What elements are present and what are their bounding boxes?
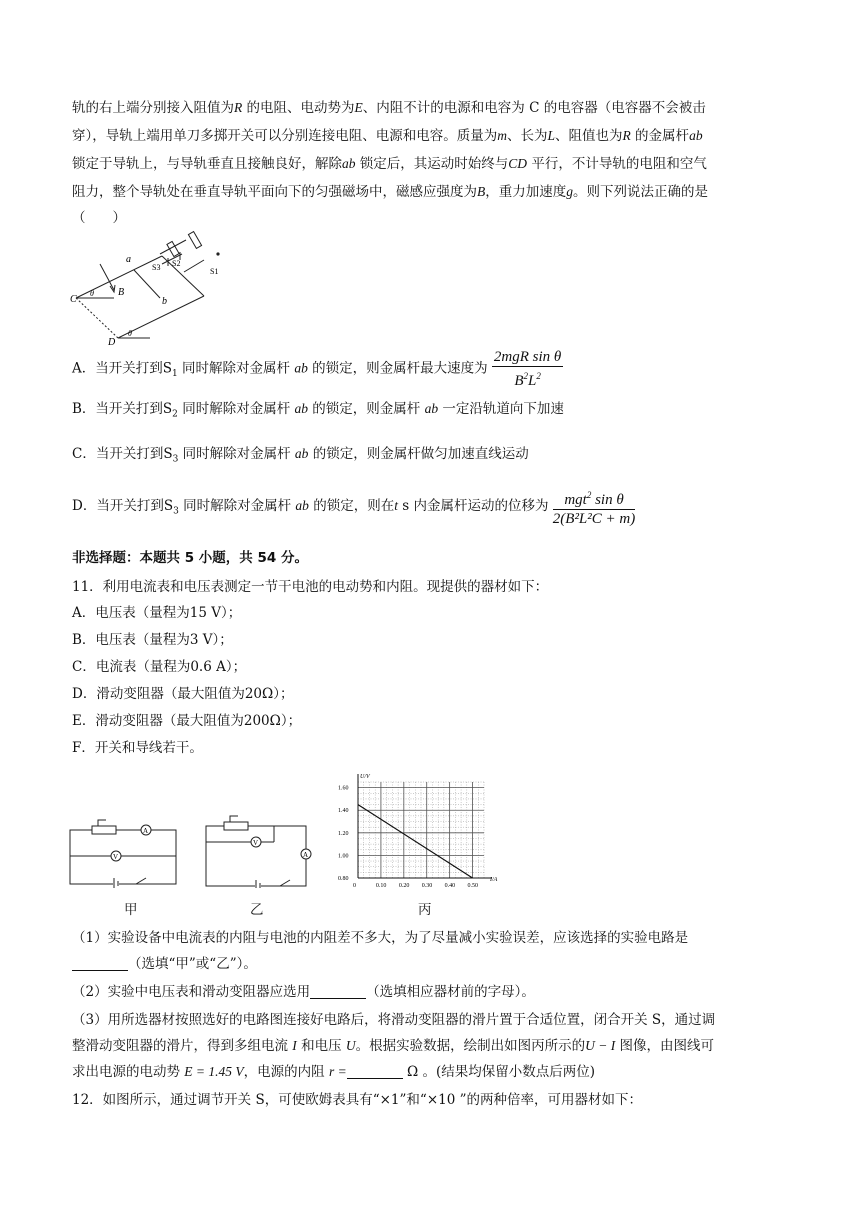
q11-item-D: D．滑动变阻器（最大阻值为20Ω）； bbox=[72, 686, 294, 702]
x-tick-label: 0.10 bbox=[375, 883, 387, 889]
text: 同时解除对金属杆 bbox=[177, 360, 295, 377]
text: 的锁定，则金属杆最大速度为 bbox=[307, 360, 488, 377]
text: 穿），导轨上端用单刀多掷开关可以分别连接电阻、电源和电容。质量为 bbox=[72, 128, 498, 144]
var-ab: ab bbox=[295, 498, 309, 513]
q10-line-1 bbox=[72, 96, 792, 120]
fraction-D bbox=[553, 486, 635, 528]
caption-yi: 乙 bbox=[250, 902, 264, 918]
switch-terminal bbox=[216, 252, 219, 255]
text: （选填“甲”或“乙”）。 bbox=[128, 956, 257, 972]
ammeter-symbol: A bbox=[143, 827, 149, 835]
sub: 2 bbox=[172, 409, 178, 420]
y-tick-label: 1.20 bbox=[338, 830, 349, 837]
text: 整滑动变阻器的滑片，得到多组电流 bbox=[72, 1038, 293, 1054]
text: 同时解除对金属杆 bbox=[178, 498, 296, 514]
q11-item-E: E．滑动变阻器（最大阻值为200Ω）； bbox=[72, 713, 302, 729]
sup: 2 bbox=[536, 371, 541, 381]
q11-item-C: C．电流表（量程为0.6 A）； bbox=[72, 659, 247, 675]
b-field-arrow bbox=[100, 264, 114, 290]
sub: 3 bbox=[172, 454, 179, 465]
text: ，重力加速度 bbox=[485, 184, 567, 200]
q11-item-A: A．电压表（量程为15 V）； bbox=[72, 605, 242, 621]
q10-line-4 bbox=[72, 180, 792, 204]
caption-jia: 甲 bbox=[124, 902, 138, 918]
text: 锁定后，其运动时始终与 bbox=[355, 156, 509, 172]
text: 同时解除对金属杆 bbox=[178, 446, 295, 462]
var-R: R bbox=[622, 128, 631, 143]
text: ，电源的内阻 bbox=[243, 1064, 329, 1080]
q11-sub3-line1: （3）用所选器材按照选好的电路图连接好电路后，将滑动变阻器的滑片置于合适位置，闭合开关 S，通过调 bbox=[72, 1012, 716, 1028]
q11-stem: 11．利用电流表和电压表测定一节干电池的电动势和内阻。现提供的器材如下： bbox=[72, 579, 549, 595]
var-g: g bbox=[566, 184, 573, 199]
sup: 2 bbox=[523, 371, 529, 381]
x-tick-label: 0.40 bbox=[444, 883, 456, 889]
arrow-head bbox=[110, 285, 115, 292]
label-S3: S3 bbox=[152, 263, 161, 272]
var: L bbox=[528, 373, 537, 389]
var-I: I bbox=[292, 1038, 297, 1053]
data-line bbox=[358, 805, 473, 878]
answer-blank[interactable] bbox=[310, 984, 366, 999]
q12-stem: 12．如图所示，通过调节开关 S，可使欧姆表具有“×1”和“×10 ”的两种倍率，可用器材如下： bbox=[72, 1092, 643, 1108]
answer-blank[interactable] bbox=[347, 1064, 403, 1079]
q11-item-B: B．电压表（量程为3 V）； bbox=[72, 632, 233, 648]
text: C．当开关打到S bbox=[72, 446, 173, 462]
var-ab: ab bbox=[294, 401, 308, 416]
var-r: r = bbox=[328, 1064, 347, 1079]
theta-1: θ bbox=[90, 289, 94, 298]
q10-line-2 bbox=[72, 124, 792, 148]
text: 的电阻、电动势为 bbox=[242, 100, 355, 116]
q10-line-3 bbox=[72, 152, 792, 176]
rail-diagram bbox=[64, 228, 234, 346]
text: 一定沿轨道向下加速 bbox=[438, 401, 564, 417]
text: 图像，由图线可 bbox=[615, 1038, 715, 1054]
x-tick-label: 0.50 bbox=[467, 883, 479, 889]
q11-sub1-line2 bbox=[72, 952, 792, 976]
text: 轨的右上端分别接入阻值为 bbox=[72, 100, 234, 116]
q10-line-5 bbox=[72, 206, 792, 230]
text: 、长为 bbox=[507, 128, 548, 144]
x-tick-label: 0.30 bbox=[421, 883, 433, 889]
text: 求出电源的电动势 bbox=[72, 1064, 185, 1080]
q11-sub3-line2 bbox=[72, 1034, 792, 1058]
var-L: L bbox=[547, 128, 556, 143]
numerator bbox=[553, 486, 635, 510]
option-A bbox=[72, 348, 792, 394]
caption-bing: 丙 bbox=[418, 902, 432, 918]
option-D bbox=[72, 484, 792, 534]
y-tick-label: 0.80 bbox=[338, 876, 349, 882]
answer-parentheses: （ ） bbox=[72, 210, 126, 226]
text: Ω 。(结果均保留小数点后两位) bbox=[402, 1064, 596, 1080]
text: （选填相应器材前的字母）。 bbox=[366, 984, 535, 1000]
sub: 1 bbox=[172, 369, 178, 380]
var-t: t bbox=[394, 498, 398, 513]
q11-sub2 bbox=[72, 980, 792, 1004]
text: 锁定于导轨上，与导轨垂直且接触良好，解除 bbox=[72, 156, 342, 172]
var-B: B bbox=[477, 184, 486, 199]
var-R: R bbox=[234, 100, 243, 115]
text: s 内金属杆运动的位移为 bbox=[397, 498, 549, 514]
x-tick-label: 0.20 bbox=[398, 883, 410, 889]
q11-sub1-line1: （1）实验设备中电流表的内阻与电池的内阻差不多大，为了尽量减小实验误差，应该选择的实验电路是 bbox=[72, 930, 689, 946]
var-U-I: U − I bbox=[585, 1038, 616, 1053]
section-heading: 非选择题：本题共 5 小题，共 54 分。 bbox=[72, 550, 308, 566]
text: 、阻值也为 bbox=[555, 128, 623, 144]
num-part: mgt bbox=[564, 491, 587, 508]
q11-sub3-line3 bbox=[72, 1060, 792, 1084]
y-tick-label: 1.00 bbox=[338, 853, 349, 860]
label-b: b bbox=[162, 296, 167, 307]
circuit-yi bbox=[200, 812, 320, 888]
label-S1: S1 bbox=[210, 267, 219, 276]
theta-2: θ bbox=[128, 329, 132, 338]
var-U: U bbox=[345, 1038, 356, 1053]
voltmeter-symbol: V bbox=[113, 853, 119, 861]
label-B: B bbox=[118, 287, 125, 298]
text: （2）实验中电压表和滑动变阻器应选用 bbox=[72, 984, 311, 1000]
switch-blade bbox=[184, 260, 204, 272]
option-C bbox=[72, 442, 792, 472]
ammeter-symbol: A bbox=[303, 851, 309, 859]
label-a: a bbox=[126, 254, 131, 265]
text: D．当开关打到S bbox=[72, 498, 174, 514]
text: 平行，不计导轨的电阻和空气 bbox=[527, 156, 707, 172]
answer-blank[interactable] bbox=[72, 956, 128, 971]
battery-S1 bbox=[188, 232, 201, 249]
x-tick-label: 0 bbox=[353, 883, 356, 889]
y-axis-label: U/V bbox=[360, 774, 370, 780]
text: A．当开关打到S bbox=[72, 360, 172, 377]
text: 的锁定，则金属杆做匀加速直线运动 bbox=[308, 446, 529, 462]
var-m: m bbox=[497, 128, 507, 143]
text: B．当开关打到S bbox=[72, 401, 173, 417]
y-tick-label: 1.60 bbox=[338, 785, 349, 792]
var-ab: ab bbox=[424, 401, 439, 416]
numerator: 2mgR sin θ bbox=[493, 349, 562, 365]
option-B bbox=[72, 397, 792, 427]
emf-value: E = 1.45 V bbox=[184, 1064, 244, 1079]
var-ab: ab bbox=[294, 446, 309, 461]
text: 和电压 bbox=[296, 1038, 346, 1054]
voltmeter-symbol: V bbox=[253, 839, 259, 847]
var: B bbox=[514, 373, 524, 389]
text: 的金属杆 bbox=[630, 128, 690, 144]
sub: 3 bbox=[173, 506, 179, 517]
text: 阻力，整个导轨处在垂直导轨平面向下的匀强磁场中，磁感应强度为 bbox=[72, 184, 477, 200]
var-ab: ab bbox=[689, 128, 703, 143]
text: 同时解除对金属杆 bbox=[177, 401, 295, 417]
var-E: E bbox=[354, 100, 363, 115]
sup: 2 bbox=[586, 489, 592, 500]
x-axis-label: I/A bbox=[490, 877, 498, 883]
label-C: C bbox=[70, 294, 77, 305]
text: 。则下列说法正确的是 bbox=[573, 184, 708, 200]
denominator: 2(B²L²C + m) bbox=[552, 510, 636, 527]
var-ab: ab bbox=[342, 156, 356, 171]
fraction-A bbox=[492, 348, 563, 390]
y-tick-label: 1.40 bbox=[338, 808, 349, 815]
text: 、内阻不计的电源和电容为 C 的电容器（电容器不会被击 bbox=[362, 100, 706, 116]
label-S2: S2 bbox=[172, 259, 181, 268]
var-ab: ab bbox=[294, 360, 308, 376]
label-D: D bbox=[108, 337, 116, 346]
edge-CD bbox=[76, 298, 118, 338]
text: 的锁定，则金属杆 bbox=[308, 401, 425, 417]
text: 的锁定，则在 bbox=[308, 498, 395, 514]
denominator bbox=[492, 367, 563, 390]
u-i-chart bbox=[332, 770, 502, 892]
q11-item-F: F．开关和导线若干。 bbox=[72, 740, 203, 756]
rod-ab bbox=[134, 270, 160, 298]
var-CD: CD bbox=[508, 156, 528, 171]
num-part: sin θ bbox=[591, 491, 624, 508]
text: 。根据实验数据，绘制出如图丙所示的 bbox=[355, 1038, 586, 1054]
circuit-jia bbox=[66, 812, 184, 888]
